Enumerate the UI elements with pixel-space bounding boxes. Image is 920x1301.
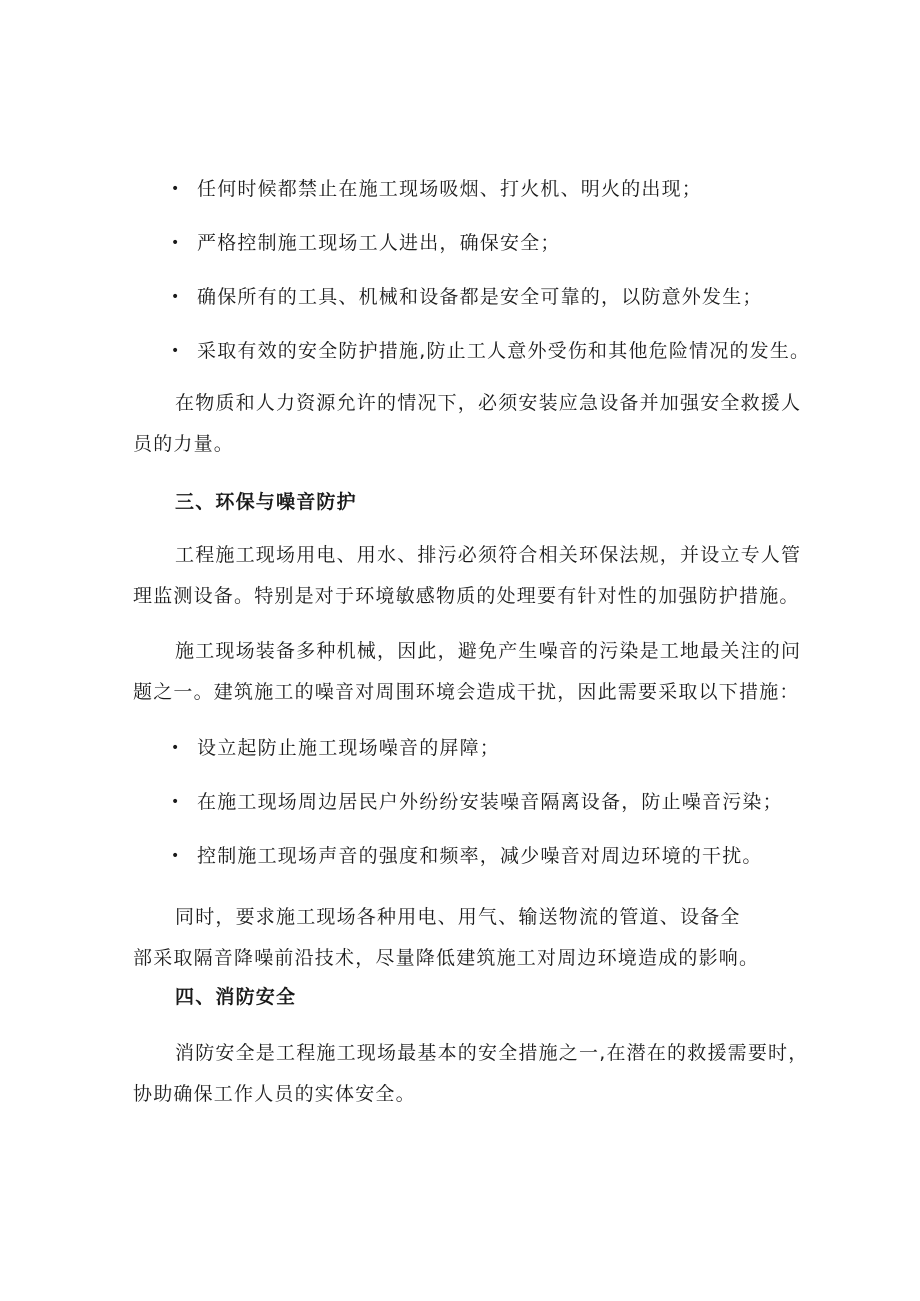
bullet-dot: • bbox=[171, 740, 181, 756]
bullet-text: 设立起防止施工现场噪音的屏障； bbox=[197, 737, 501, 759]
paragraph-pipes bbox=[133, 897, 813, 979]
bullet-item bbox=[171, 339, 831, 363]
section-heading-3: 三、环保与噪音防护 bbox=[175, 491, 357, 513]
paragraph-line: 员的力量。 bbox=[133, 433, 235, 455]
bullet-dot: • bbox=[171, 343, 181, 359]
paragraph-line: 理监测设备。特别是对于环境敏感物质的处理要有针对性的加强防护措施。 bbox=[133, 585, 800, 607]
paragraph-environment bbox=[133, 535, 813, 617]
section-heading-4: 四、消防安全 bbox=[175, 986, 297, 1008]
paragraph-line: 在物质和人力资源允许的情况下，必须安装应急设备并加强安全救援人 bbox=[175, 392, 802, 414]
bullet-dot: • bbox=[171, 181, 181, 197]
paragraph-line: 同时，要求施工现场各种用电、用气、输送物流的管道、设备全 bbox=[175, 906, 741, 928]
bullet-text: 控制施工现场声音的强度和频率，减少噪音对周边环境的干扰。 bbox=[197, 845, 763, 867]
bullet-item bbox=[171, 844, 831, 868]
bullet-dot: • bbox=[171, 848, 181, 864]
bullet-dot: • bbox=[171, 794, 181, 810]
bullet-dot: • bbox=[171, 235, 181, 251]
bullet-text: 严格控制施工现场工人进出，确保安全； bbox=[197, 232, 561, 254]
paragraph-resources bbox=[133, 383, 813, 465]
paragraph-line: 题之一。建筑施工的噪音对周围环境会造成干扰，因此需要采取以下措施： bbox=[133, 681, 800, 703]
paragraph-noise bbox=[133, 631, 813, 713]
paragraph-line: 施工现场装备多种机械，因此，避免产生噪音的污染是工地最关注的问 bbox=[175, 640, 802, 662]
bullet-dot: • bbox=[171, 289, 181, 305]
paragraph-line: 消防安全是工程施工现场最基本的安全措施之一,在潜在的救援需要时， bbox=[175, 1042, 809, 1064]
bullet-item bbox=[171, 177, 831, 201]
bullet-text: 在施工现场周边居民户外纷纷安装噪音隔离设备，防止噪音污染； bbox=[197, 791, 783, 813]
bullet-text: 采取有效的安全防护措施,防止工人意外受伤和其他危险情况的发生。 bbox=[197, 340, 811, 362]
bullet-item bbox=[171, 736, 831, 760]
bullet-item bbox=[171, 231, 831, 255]
paragraph-fire bbox=[133, 1033, 813, 1115]
paragraph-line: 工程施工现场用电、用水、排污必须符合相关环保法规，并设立专人管 bbox=[175, 544, 802, 566]
bullet-item bbox=[171, 790, 831, 814]
paragraph-line: 协助确保工作人员的实体安全。 bbox=[133, 1083, 416, 1105]
bullet-text: 任何时候都禁止在施工现场吸烟、打火机、明火的出现； bbox=[197, 178, 703, 200]
paragraph-line: 部采取隔音降噪前沿技术，尽量降低建筑施工对周边环境造成的影响。 bbox=[133, 947, 760, 969]
bullet-text: 确保所有的工具、机械和设备都是安全可靠的，以防意外发生； bbox=[197, 286, 763, 308]
bullet-item bbox=[171, 285, 831, 309]
